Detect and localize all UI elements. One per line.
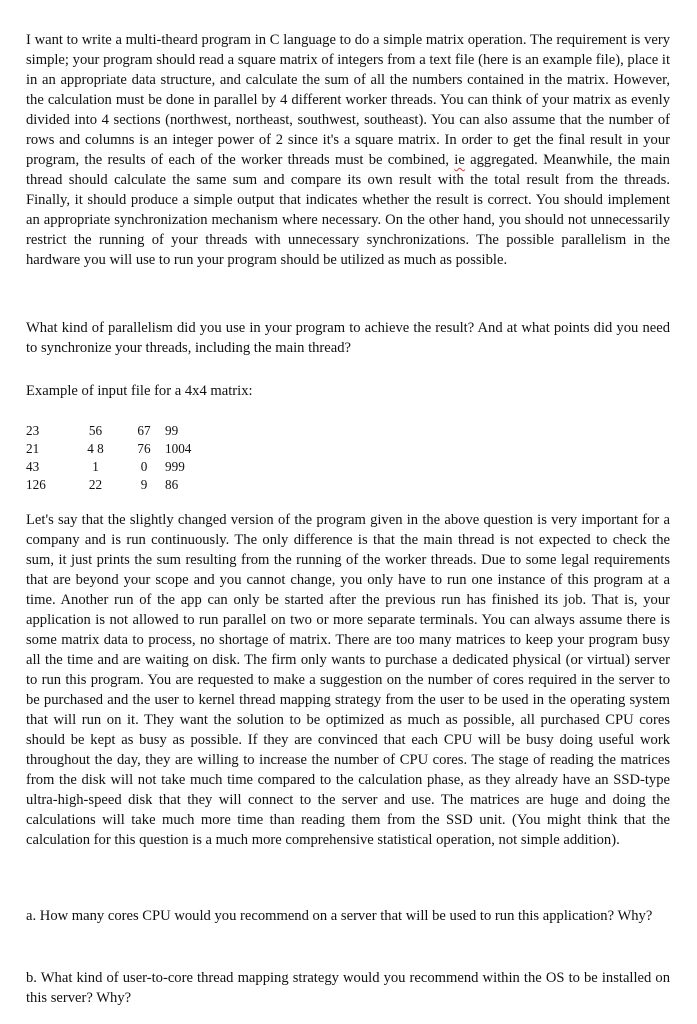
matrix-row [26, 422, 225, 440]
problem-text-part-1: I want to write a multi-theard program in C language to do a simple matrix operation. The requirement is very simple; your program should read a square matrix of integers from a text file (here is an example file), place it in an appropriate data structure, and calculate the sum of all the numbers contained in the matrix. However, the calculation must be done in parallel by 4 different worker threads. You can think of your matrix as evenly divided into 4 sections (northwest, northeast, southwest, southeast). You can also assume that the number of rows and columns is an integer power of 2 since it's a square matrix. In order to get the final result in your program, the results of each of the worker threads must be combined, [26, 32, 670, 168]
matrix-cell: 43 [26, 459, 40, 474]
matrix-cell: 1004 [165, 441, 192, 456]
matrix-cell: 67 [137, 423, 151, 438]
matrix-cell: 56 [88, 423, 103, 438]
scenario-paragraph: Let's say that the slightly changed version of the program given in the above question is very important for a company and is run continuously. The only difference is that the main thread is not expected to check the sum, it just prints the sum resulting from the running of the worker threads. Due to some legal requirements that are beyond your scope and you cannot change, you only have to run one instance of this program at a time. Another run of the app can only be started after the previous run has finished its job. That is, your application is not allowed to run parallel on two or more separate terminals. You can always assume there is some matrix data to process, no shortage of matrix. There are too many matrices to keep your program busy all the time and are waiting on disk. The firm only wants to purchase a dedicated physical (or virtual) server to run this program. You are requested to make a suggestion on the number of cores required in the server to be purchased and the user to kernel thread mapping strategy from the user to be used in the operating system that will run on it. They want the solution to be optimized as much as possible, all purchased CPU cores should be kept as busy as possible. If they are convinced that each CPU will be busy doing useful work throughout the day, they are willing to increase the number of CPU cores. The stage of reading the matrices from the disk will not take much time compared to the calculation phase, as they already have an SSD-type ultra-high-speed disk that they will connect to the server and use. The matrices are huge and doing the calculations will take much more time than reading them from the SSD unit. (You might think that the calculation for this question is a much more comprehensive statistical operation, not simple addition). [26, 512, 670, 848]
matrix-cell: 21 [26, 441, 40, 456]
matrix-cell: 76 [137, 441, 151, 456]
question-a: a. How many cores CPU would you recommend on a server that will be used to run this application? Why? [26, 908, 653, 924]
problem-description-paragraph [26, 30, 670, 270]
example-input-label: Example of input file for a 4x4 matrix: [26, 383, 253, 399]
matrix-row [26, 458, 225, 476]
matrix-cell: 86 [165, 477, 179, 492]
matrix-cell: 0 [140, 459, 148, 474]
question-b: b. What kind of user-to-core thread mapping strategy would you recommend within the OS to be installed on this server? Why? [26, 970, 670, 1006]
matrix-cell: 126 [26, 477, 46, 492]
matrix-cell: 23 [26, 423, 40, 438]
question-parallelism: What kind of parallelism did you use in your program to achieve the result? And at what points did you need to synchronize your threads, including the main thread? [26, 320, 670, 356]
example-matrix [26, 422, 225, 494]
spellcheck-flagged-word: ie [454, 152, 465, 168]
matrix-cell: 1 [92, 459, 99, 474]
matrix-row [26, 440, 225, 458]
matrix-cell: 99 [165, 423, 179, 438]
matrix-cell: 999 [165, 459, 185, 474]
matrix-cell: 4 8 [87, 441, 104, 456]
matrix-cell: 22 [88, 477, 103, 492]
problem-text-part-2: aggregated. Meanwhile, the main thread should calculate the same sum and compare its own result with the total result from the threads. Finally, it should produce a simple output that indicates whether the result is correct. You should implement an appropriate synchronization mechanism where necessary. On the other hand, you should not unnecessarily restrict the running of your threads with unnecessary synchronizations. The possible parallelism in the hardware you will use to run your program should be utilized as much as possible. [26, 152, 670, 268]
matrix-cell: 9 [140, 477, 148, 492]
matrix-row [26, 476, 225, 494]
